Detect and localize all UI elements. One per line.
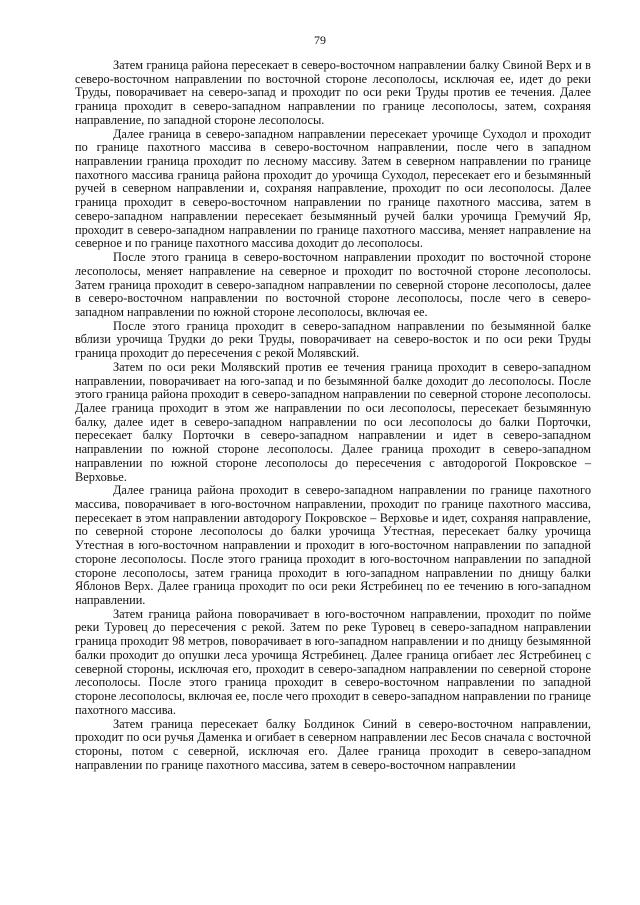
paragraph: После этого граница в северо-восточном направлении проходит по восточной стороне лесополосы, меняет направление на северное и проходит по восточной стороне лесополосы. Затем граница проходит в северо-западном направлении по северной стороне лесополосы, далее в северо-восточном направлении по восточной стороне лесополосы, после чего в северо-западном направлении по южной стороне лесополосы, включая ее. bbox=[75, 250, 591, 319]
paragraph: После этого граница проходит в северо-западном направлении по безымянной балке вблизи урочища Трудки до реки Труды, поворачивает на северо-восток и по оси реки Труды граница проходит до пересечения с рекой Молявский. bbox=[75, 318, 591, 361]
paragraph: Затем граница района поворачивает в юго-восточном направлении, проходит по пойме реки Туровец до пересечения с рекой. Затем по реке Туровец в северо-западном направлении граница проходит 98 метров, поворачивает в юго-западном направлении и по днищу безымянной балки проходит до опушки леса урочища Ястребинец. Далее граница огибает лес Ястребинец с северной стороны, исключая его, проходит в северо-западном направлении по северной стороне лесополосы. После этого граница проходит в северо-восточном направлении по западной стороне лесополосы, включая ее, после чего проходит в северо-западном направлении по границе пахотного массива. bbox=[75, 606, 591, 717]
document-body bbox=[75, 59, 591, 772]
paragraph: Затем граница пересекает балку Болдинок Синий в северо-восточном направлении, проходит по оси ручья Даменка и огибает в северном направлении лес Бесов сначала с восточной стороны, потом с северной, исключая его. Далее граница проходит в северо-западном направлении по границе пахотного массива, затем в северо-восточном направлении bbox=[75, 716, 591, 772]
page-number: 79 bbox=[314, 33, 326, 47]
paragraph: Далее граница района проходит в северо-западном направлении по границе пахотного массива, поворачивает в юго-восточном направлении, проходит по границе пахотного массива, пересекает в этом направлении автодорогу Покровское – Верховье и идет, сохраняя направление, по северной стороне лесополосы до балки урочища Утестная, пересекает балку урочища Утестная в юго-восточном направлении и проходит в юго-восточном направлении по западной стороне лесополосы. После этого граница проходит в юго-восточном направлении по западной стороне лесополосы, затем граница проходит в юго-западном направлении по днищу балки Яблонов Верх. Далее граница проходит по оси реки Ястребинец по ее течению в юго-западном направлении. bbox=[75, 483, 591, 608]
paragraph: Затем по оси реки Молявский против ее течения граница проходит в северо-западном направлении, поворачивает на юго-запад и по безымянной балке доходит до лесополосы. После этого граница района проходит в северо-западном направлении по северной стороне лесополосы. Далее граница проходит в этом же направлении по оси лесополосы, пересекает безымянную балку, далее идет в северо-западном направлении по оси лесополосы до балки Порточки, пересекает балку Порточки в северо-западном направлении и идет в северо-западном направлении по южной стороне лесополосы. Далее граница проходит в северо-западном направлении по южной стороне лесополосы до пересечения с автодорогой Покровское – Верховье. bbox=[75, 359, 591, 484]
paragraph: Далее граница в северо-западном направлении пересекает урочище Суходол и проходит по границе пахотного массива в северо-восточном направлении, после чего в западном направлении граница проходит по лесному массиву. Затем в северном направлении по границе пахотного массива граница района проходит до урочища Суходол, пересекает его и безымянный ручей в северном направлении и, сохраняя направление, проходит по оси лесополосы. Далее граница проходит в северо-восточном направлении по границе пахотного массива, затем в северо-западном направлении пересекает безымянный ручей балки урочища Гремучий Яр, проходит в северо-западном направлении по границе пахотного массива, меняет направление на северное и по границе пахотного массива доходит до лесополосы. bbox=[75, 126, 591, 251]
paragraph: Затем граница района пересекает в северо-восточном направлении балку Свиной Верх и в северо-восточном направлении по восточной стороне лесополосы, исключая ее, идет до реки Труды, поворачивает на северо-запад и проходит по оси реки Труды против ее течения. Далее граница проходит в северо-западном направлении по границе лесополосы, затем, сохраняя направление, по западной стороне лесополосы. bbox=[75, 58, 591, 127]
